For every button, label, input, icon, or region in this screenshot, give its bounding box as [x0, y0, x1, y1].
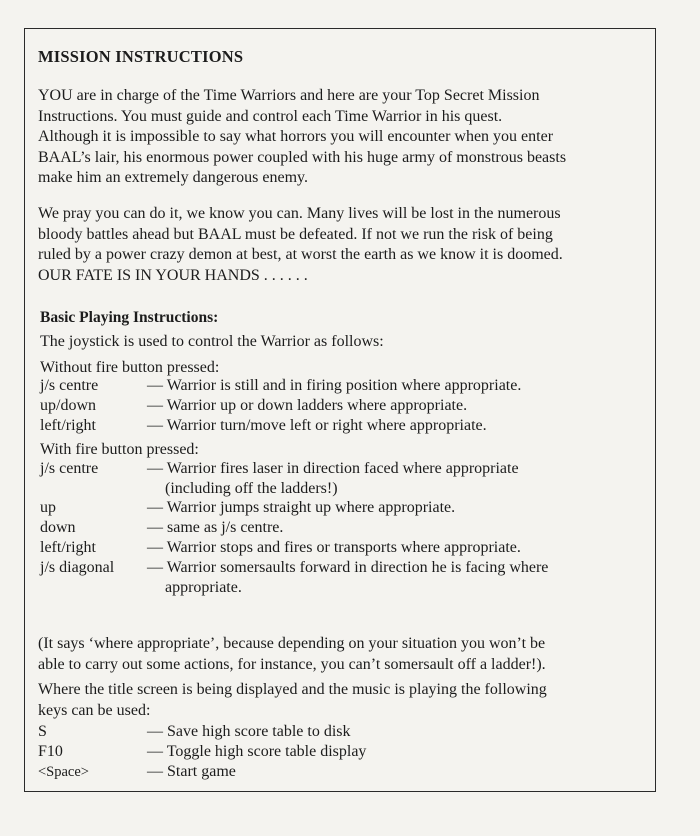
control-key: left/right: [40, 417, 96, 434]
key-name: <Space>: [38, 764, 89, 780]
control-desc: — Warrior is still and in firing position where appropriate.: [147, 377, 522, 394]
control-key: left/right: [40, 539, 96, 556]
control-key: j/s diagonal: [40, 559, 115, 576]
control-desc: — Warrior turn/move left or right where appropriate.: [147, 417, 487, 434]
intro-line: Although it is impossible to say what horrors you will encounter when you enter: [38, 128, 554, 146]
plea-line: We pray you can do it, we know you can. Many lives will be lost in the numerous: [38, 205, 561, 222]
note-line: (It says ‘where appropriate’, because depending on your situation you won’t be: [38, 635, 546, 652]
basic-instructions-heading: Basic Playing Instructions:: [40, 309, 219, 326]
control-desc: — Warrior up or down ladders where appropriate.: [147, 397, 468, 414]
intro-line: YOU are in charge of the Time Warriors and here are your Top Secret Mission: [38, 87, 540, 104]
control-desc: — Warrior stops and fires or transports where appropriate.: [147, 539, 521, 556]
control-key: j/s centre: [40, 377, 99, 394]
control-key: up: [40, 499, 56, 516]
plea-paragraph: [38, 204, 638, 286]
plea-line: OUR FATE IS IN YOUR HANDS . . . . . .: [38, 266, 308, 284]
control-key: up/down: [40, 397, 96, 414]
note-paragraph: [38, 634, 638, 675]
key-desc: — Start game: [147, 763, 236, 780]
note-line: able to carry out some actions, for instance, you can’t somersault off a ladder!).: [38, 655, 546, 673]
control-desc: — same as j/s centre.: [147, 519, 284, 536]
key-name: S: [38, 723, 47, 740]
intro-line: BAAL’s lair, his enormous power coupled with his huge army of monstrous beasts: [38, 148, 567, 166]
plea-line: bloody battles ahead but BAAL must be defeated. If not we run the risk of being: [38, 225, 553, 243]
title-screen-line: Where the title screen is being displayed and the music is playing the following: [38, 681, 547, 698]
control-key: down: [40, 519, 76, 536]
title-screen-paragraph: [38, 680, 638, 721]
key-desc: — Save high score table to disk: [147, 723, 351, 740]
control-desc: — Warrior fires laser in direction faced where appropriate: [147, 460, 519, 477]
intro-line: Instructions. You must guide and control each Time Warrior in his quest.: [38, 107, 503, 125]
key-name: F10: [38, 743, 63, 760]
control-desc: — Warrior jumps straight up where appropriate.: [147, 499, 456, 516]
joystick-intro: The joystick is used to control the Warrior as follows:: [40, 333, 384, 350]
plea-line: ruled by a power crazy demon at best, at worst the earth as we know it is doomed.: [38, 246, 563, 264]
title-screen-line: keys can be used:: [38, 701, 151, 719]
page-title: MISSION INSTRUCTIONS: [38, 47, 244, 66]
intro-paragraph: [38, 86, 638, 189]
key-desc: — Toggle high score table display: [147, 743, 367, 760]
without-fire-label: Without fire button pressed:: [40, 359, 220, 376]
control-key: j/s centre: [40, 460, 99, 477]
control-desc: — Warrior somersaults forward in direction he is facing where: [147, 559, 549, 576]
with-fire-label: With fire button pressed:: [40, 441, 199, 458]
intro-line: make him an extremely dangerous enemy.: [38, 169, 308, 187]
control-desc-continued: appropriate.: [165, 579, 242, 596]
control-desc-continued: (including off the ladders!): [165, 480, 338, 497]
